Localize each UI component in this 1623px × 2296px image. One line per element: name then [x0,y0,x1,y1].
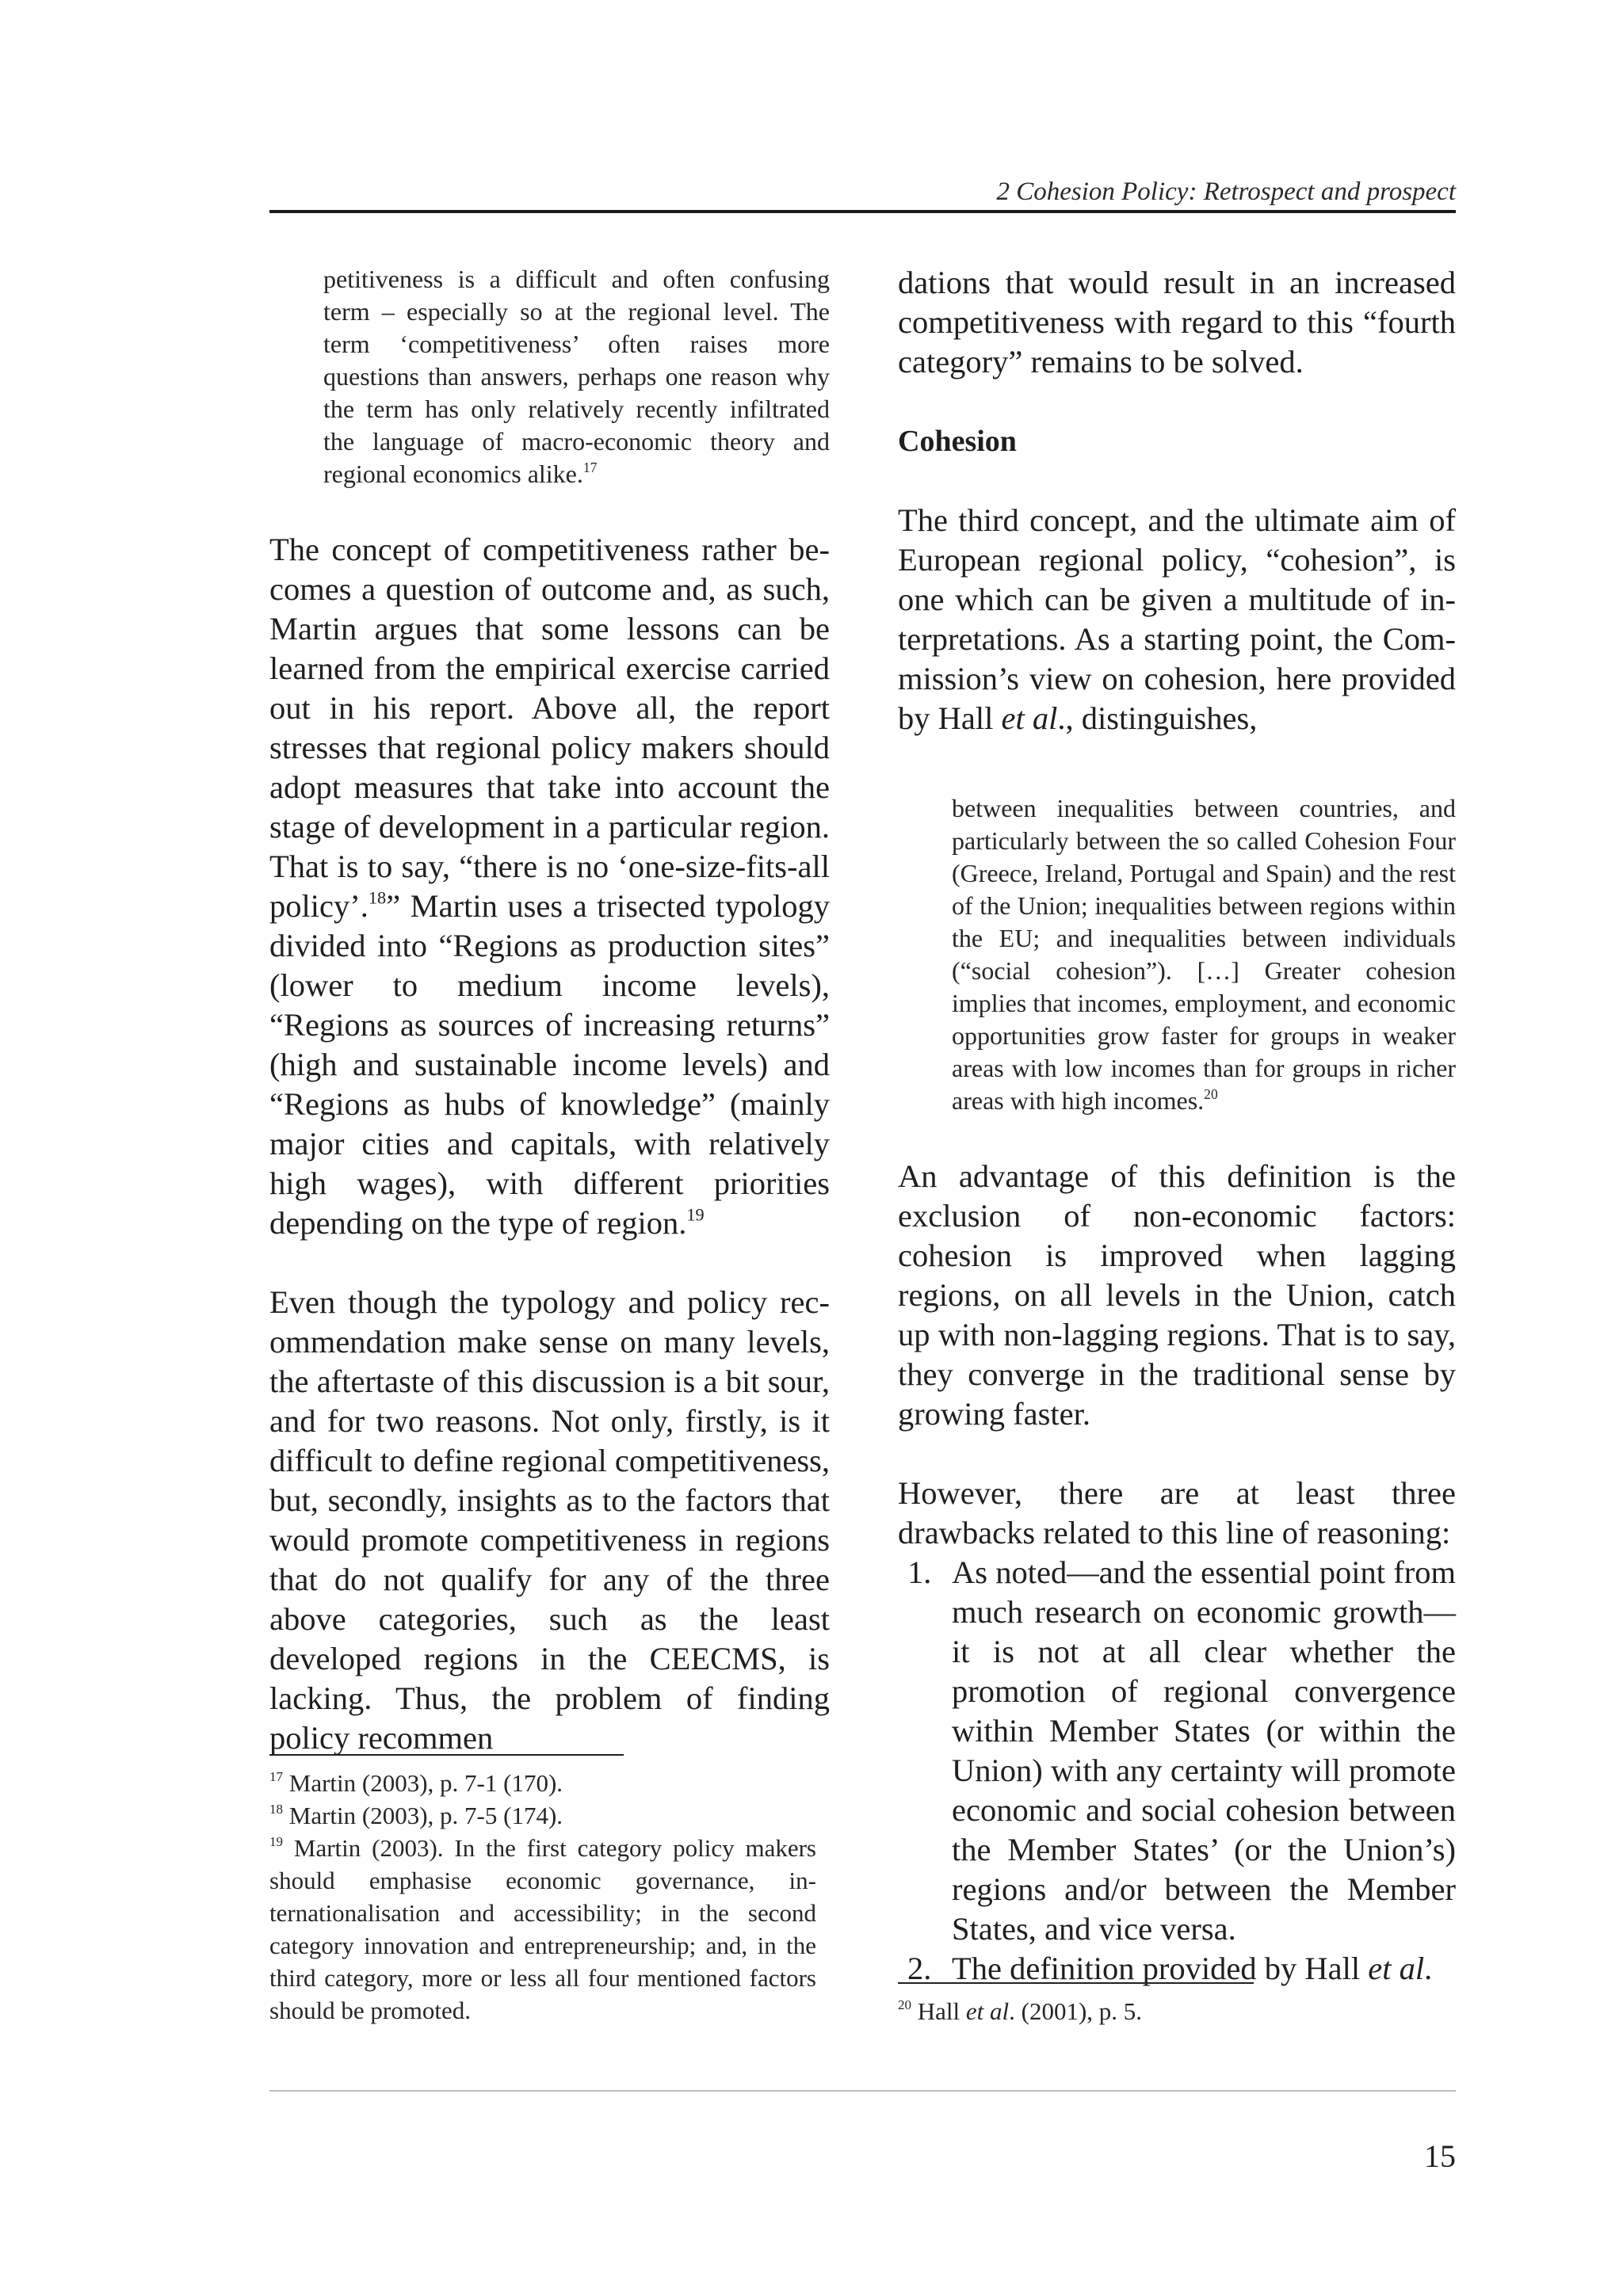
paragraph-typology: Even though the typology and policy recommendation make sense on many levels, the aftertaste of this discussion is a bit sour, and for two reasons. Not only, firstly, is it difficult to define regional competitiveness, but, secondly, insights as to the factors that would promote competitiveness in regions that do not qualify for any of the three above categories, such as the least developed regions in the CEECMS, is lacking. Thus, the problem of finding policy recommen [269,1284,830,1756]
footnotes-left [269,1767,816,2027]
paragraph-text: ., distinguishes, [1057,700,1258,736]
section-heading-cohesion: Cohesion [898,425,1017,458]
footnote-number: 20 [898,1997,912,2013]
footnote-separator [269,1754,624,1756]
footnotes-right [898,1995,1453,2027]
list-item-text: . [1424,1951,1433,1986]
footnote-text: . (2001), p. 5. [1009,1997,1143,2025]
footnote-text: Hall [911,1997,966,2025]
footnote-text: Martin (2003). In the first category policy makers should emphasise economic governance, internationalisation and accessibility; in the second category innovation and entrepreneurship; and, in the third category, more or less all four mentioned factors should be promoted. [269,1834,816,2024]
left-column [269,263,830,1798]
footnote-19 [269,1832,816,2027]
list-item-text: The definition provided by Hall [952,1951,1369,1986]
footnote-ref-17[interactable]: 17 [582,459,598,475]
footnote-number: 18 [269,1802,284,1817]
footnote-number: 17 [269,1769,284,1785]
footnote-ref-19[interactable]: 19 [686,1204,705,1225]
paragraph-continuation: dations that would result in an increased competitiveness with regard to this “fourth category” remains to be solved. [898,265,1456,379]
footer-rule [269,2090,1456,2092]
footnote-text: Martin (2003), p. 7-5 (174). [283,1802,563,1829]
paragraph-italic: et al [1001,700,1058,736]
paragraph-drawbacks: However, there are at least three drawbacks related to this line of reasoning: [898,1475,1456,1550]
list-item [898,1553,1456,1949]
block-quote-cohesion [952,792,1456,1117]
running-header: 2 Cohesion Policy: Retrospect and prospect [996,177,1456,206]
page-number: 15 [1424,2138,1456,2174]
footnote-ref-20[interactable]: 20 [1204,1085,1218,1102]
list-item-text: As noted—and the essential point from much research on economic growth—it is not at all clear whether the promotion of regional convergence within Member States (or within the Union) with any certainty will promote economic and social cohesion between the Member States’ (or the Union’s) regions and/or between the Member States, and vice versa. [952,1554,1456,1947]
paragraph-text: ” Martin uses a trisected typology divided into “Regions as production sites” (lower to medium income levels), “Regions as sources of increasing returns” (high and sustainable income levels) and “Regions as hubs of knowledge” (mainly major cities and capitals, with relatively high wages), with different priorities depending on the type of region. [269,888,830,1241]
footnote-text: Martin (2003), p. 7-1 (170). [283,1769,563,1797]
footnote-ref-18[interactable]: 18 [368,887,387,908]
list-number: 1. [907,1554,932,1590]
list-number: 2. [907,1951,932,1986]
paragraph-concept-competitiveness [269,530,830,1243]
block-quote-text: between inequalities between countries, and particularly between the so called Cohesion Four (Greece, Ireland, Portugal and Spain) and the rest of the Union; inequalities between regions within the EU; and inequalities between individuals (“social cohesion”). […] Greater cohesion implies that incomes, employment, and economic opportunities grow faster for groups in weaker areas with low incomes than for groups in richer areas with high incomes. [952,794,1456,1115]
paragraph-advantage: An advantage of this definition is the exclusion of non-economic factors: cohesion is improved when lagging regions, on all levels in the Union, catch up with non-lagging regions. That is to say, they converge in the traditional sense by growing faster. [898,1158,1456,1432]
footnote-italic: et al [965,1997,1010,2025]
drawbacks-list [898,1553,1456,1989]
block-quote-text: petitiveness is a difficult and often confusing term – especially so at the regional level. The term ‘competitiveness’ often raises more questions than answers, perhaps one reason why the term has only relatively recently infiltrated the language of macro-economic theory and regional economics alike. [323,265,830,488]
footnote-17 [269,1767,816,1799]
paragraph-cohesion-concept [898,501,1456,738]
paragraph-text: The third concept, and the ultimate aim of European regional policy, “cohesion”, is one which can be given a multitude of interpretations. As a starting point, the Commission’s view on cohesion, here provided by Hall [898,502,1456,736]
footnote-separator [898,1982,1254,1984]
footnote-number: 19 [269,1834,284,1850]
header-rule [269,210,1456,213]
right-column [898,263,1456,1989]
paragraph-text: The concept of competitiveness rather becomes a question of outcome and, as such, Martin argues that some lessons can be learned from the empirical exercise carried out in his report. Above all, the report stresses that regional policy makers should adopt measures that take into account the stage of development in a particular region. That is to say, “there is no ‘one-size-fits-all policy’. [269,532,830,924]
block-quote-competitiveness [323,263,830,490]
footnote-20 [898,1995,1453,2027]
list-item-italic: et al [1368,1951,1425,1986]
footnote-18 [269,1799,816,1832]
